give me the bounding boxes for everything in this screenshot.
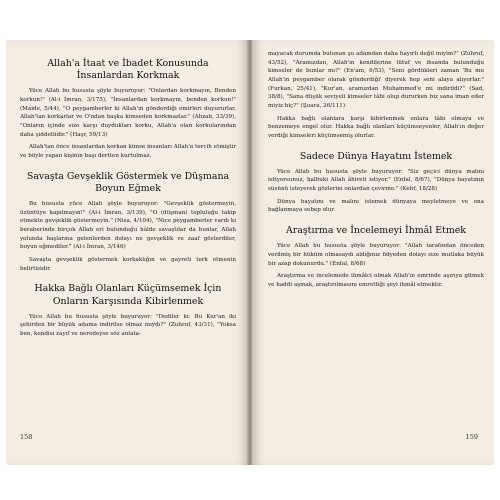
paragraph: Hakka bağlı olanlara karşı kibirlenmek onlara tâbi olmaya ve benzemeye engel olur. Hakka bağlı olanları küçümseyenler, Allah'ın değer verdiği kimseleri küçümsemiş olurlar. (268, 115, 484, 139)
paragraph: Yüce Allah bu hususta şöyle buyuruyor: "Allah tarafından önceden verilmiş bir hüküm olmasaydı aldığınız fidyeden dolayı size mutlaka büyük bir azap dokunurdu." (Enfal, 8/68) (268, 243, 484, 267)
page-number-right: 159 (465, 433, 478, 441)
paragraph: Yüce Allah bu hususta şöyle buyuruyor: "Siz geçici dünya malını istiyorsunuz, halbuki Allah âhireti istiyor." (Enfal, 8/67), "Dünya hayatının süsünü isteyerek gözlerini onlardan çevirme." (Kehf, 18/28) (268, 168, 484, 193)
section-heading-worldly-life: Sadece Dünya Hayatını İstemek (299, 150, 453, 162)
paragraph: Araştırma ve incelemede ihmâlci olmak Allah'ın emrinde aşırıya gitmek ve haddi aşmak, araştırılmasını emrettiği şeyi ihmâl etmektir. (268, 273, 484, 288)
paragraph: mayacak durumda bulunan şu adamdan daha hayırlı değil miyim?" (Zuhruf, 43/52), "Aramızdan, Allah'ın kendilerine lütuf ve ihsanda bulunduğu kimseler de bunlar mı?" (En'am, 6/53), "Seni gördükleri zaman 'Bu mu Allah'ın peygamber olarak gönderdiği' diyerek hep seni alaya alıyorlar." (Furkan, 25/41), "Kur'an, aramızdan Muhammed'e mi indirildi?" (Sad, 38/8), "Sana düşük seviyeli kimseler tâbi olup dururken biz sana iman eder miyiz hiç?" (Şuara, 26/111) (268, 51, 484, 109)
paragraph: Allah'tan önce insanlardan korkan kimse insanları Allah'a tercih etmiştir ve böyle yapan kişinin başı dertten kurtulmaz. (20, 144, 236, 160)
page-number-left: 158 (20, 433, 33, 441)
section-heading-weakness-in-war: Savaşta Gevşeklik Göstermek ve Düşmana Boyun Eğmek (26, 170, 230, 194)
section-heading-fear-of-people: Allah'a İtaat ve İbadet Konusunda İnsanlardan Korkmak (47, 58, 209, 82)
paragraph: Bu hususta yüce Allah şöyle buyuruyor: "Gevşeklik göstermeyin, üzüntüye kapılmayın!" (Al-i İmran, 3/139), "O (düşman) topluluğu takip etmekte gevşeklik göstermeyin." (Nisa, 4/104), "Nice peygamberler vardı ki beraberinde birçok Allah eri bulunduğu hâlde savaştılar da bunlar, Allah yolunda başlarına gelenlerden dolayı ne gevşeklik ve zaaf gösterdiler, boyun eğmediler." (Al-i İmran, 3/146) (20, 201, 236, 251)
left-page (6, 40, 248, 465)
right-page-content (268, 50, 484, 294)
paragraph: Savaşta gevşeklik göstermek korkaklığın ve gayreti terk etmenin belirtisidir. (20, 257, 236, 272)
paragraph: Yüce Allah bu hususta şöyle buyuruyor: "Dediler ki: Bu Kur'an iki şehirden bir büyük adama indirilse olmaz mıydı?" (Zuhruf, 43/31), "Yoksa ben, kendisi zayıf ve neredeyse söz anlata- (20, 313, 236, 338)
paragraph: Dünya hayatını ve malını istemek dünyaya meyletmeye ve ona bağlanmaya sebep olur. (268, 198, 484, 214)
section-heading-neglecting-research: Araştırma ve İncelemeyi İhmâl Etmek (286, 225, 466, 237)
left-page-content (20, 54, 236, 343)
right-page (252, 40, 494, 465)
paragraph: Yüce Allah bu hususta şöyle buyuruyor: "Onlardan korkmayın, Benden korkun!" (Al-i İmran, 3/175), "İnsanlardan korkmayın, benden korkun!" (Maide, 5/44), "O peygamberler ki Allah'ın gönderdiği emirleri duyururlar, Allah'tan korkarlar ve O'ndan başka kimseden korkmazlar." (Ahzab, 33/39), "Onların içinde size karşı duydukları korku, Allah'a olan korkularından daha şiddetlidir." (Haşr, 59/13) (20, 88, 236, 138)
section-heading-arrogance: Hakka Bağlı Olanları Küçümsemek İçin Onların Karşısında Kibirlenmek (34, 283, 222, 307)
